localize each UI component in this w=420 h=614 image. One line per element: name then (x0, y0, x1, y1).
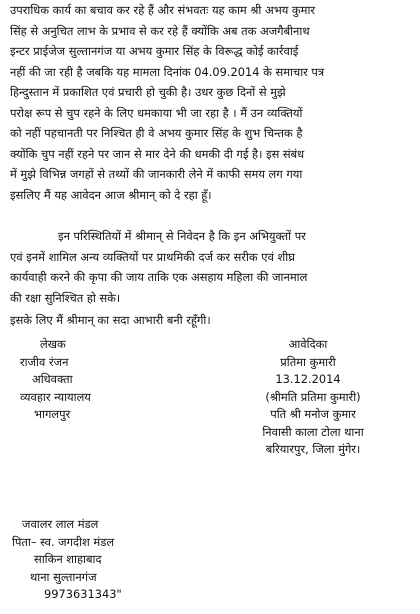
paragraph-line: की रक्षा सुनिश्चित हो सके। (10, 290, 121, 305)
applicant-husband: पति श्री मनोज कुमार (270, 407, 356, 421)
witness-village: साकिन शाहाबाद (34, 552, 102, 566)
closing-text: इसके लिए मैं श्रीमान् का सदा आभारी बनी रहूँगी। (10, 313, 211, 327)
closing-line (10, 310, 410, 331)
paragraph-line: कार्यवाही करने की कृपा की जाय ताकि एक असहाय महिला की जानमाल (10, 270, 308, 284)
paragraph-line: हिन्दुस्तान में प्रकाशित एवं प्रचारी हो चुकी है। उधर कुछ दिनों से मुझे (10, 85, 286, 99)
applicant-signature-note: (श्रीमति प्रतिमा कुमारी) (265, 389, 361, 404)
paragraph-line: इन परिस्थितियों में श्रीमान् से निवेदन है कि इन अभियुक्तों पर (58, 229, 306, 243)
writer-title: अधिवक्ता (32, 372, 73, 386)
applicant-address-1: निवासी काला टोला थाना (262, 424, 364, 439)
paragraph-line: क्योंकि चुप नहीं रहने पर जान से मार देने की धमकी दी गई है। इस संबंध (10, 146, 305, 161)
paragraph-line: में मुझे विभिन्न जगहों से तथ्यों की जानकारी लेने में काफी समय लग गया (10, 167, 303, 181)
applicant-heading: आवेदिका (288, 337, 328, 351)
writer-heading: लेखक (40, 337, 66, 351)
paragraph-line: परोक्ष रूप से चुप रहने के लिए धमकाया भी जा रहा है । मैं उन व्यक्तियों (10, 105, 303, 120)
witness-police-station: थाना सुल्तानगंज (30, 569, 97, 584)
witness-father: पिता– स्व. जगदीश मंडल (12, 534, 115, 549)
paragraph-line: उपराधिक कार्य का बचाव कर रहे हैं और संभवतः यह काम श्री अभय कुमार (10, 3, 316, 17)
paragraph-line: नहीं की जा रही है जबकि यह मामला दिनांक 04.09.2014 के समाचार पत्र (10, 64, 325, 79)
witness-name: जवालर लाल मंडल (22, 517, 99, 531)
writer-place: भागलपुर (34, 407, 71, 421)
paragraph-line: सिंह से अनुचित लाभ के प्रभाव से कर रहे हैं क्योंकि अब तक अजगैबीनाथ (10, 23, 310, 38)
paragraph-2 (10, 226, 410, 308)
witness-block (12, 516, 122, 604)
paragraph-line: इन्टर प्राईजेज सुल्तानगंज या अभय कुमार सिंह के विरूद्ध कोई कार्रवाई (10, 44, 299, 58)
applicant-date: 13.12.2014 (275, 372, 341, 386)
writer-block (20, 336, 91, 424)
applicant-address-2: बरियारपुर, जिला मुंगेर। (265, 442, 361, 456)
applicant-block (218, 336, 408, 459)
paragraph-line: को नहीं पहचानती पर निश्चित ही वे अभय कुमार सिंह के शुभ चिन्तक है (10, 126, 303, 140)
paragraph-line: एवं इनमें शामिल अन्य व्यक्तियों पर प्राथमिकी दर्ज कर सरीक एवं शीघ्र (10, 249, 295, 264)
writer-name: राजीव रंजन (20, 354, 69, 369)
witness-phone: 9973631343" (44, 587, 122, 601)
paragraph-line: इसलिए मैं यह आवेदन आज श्रीमान् को दे रहा हूँ। (10, 187, 212, 202)
paragraph-1 (10, 0, 410, 205)
applicant-name: प्रतिमा कुमारी (280, 354, 336, 369)
writer-court: व्यवहार न्यायालय (20, 389, 91, 404)
